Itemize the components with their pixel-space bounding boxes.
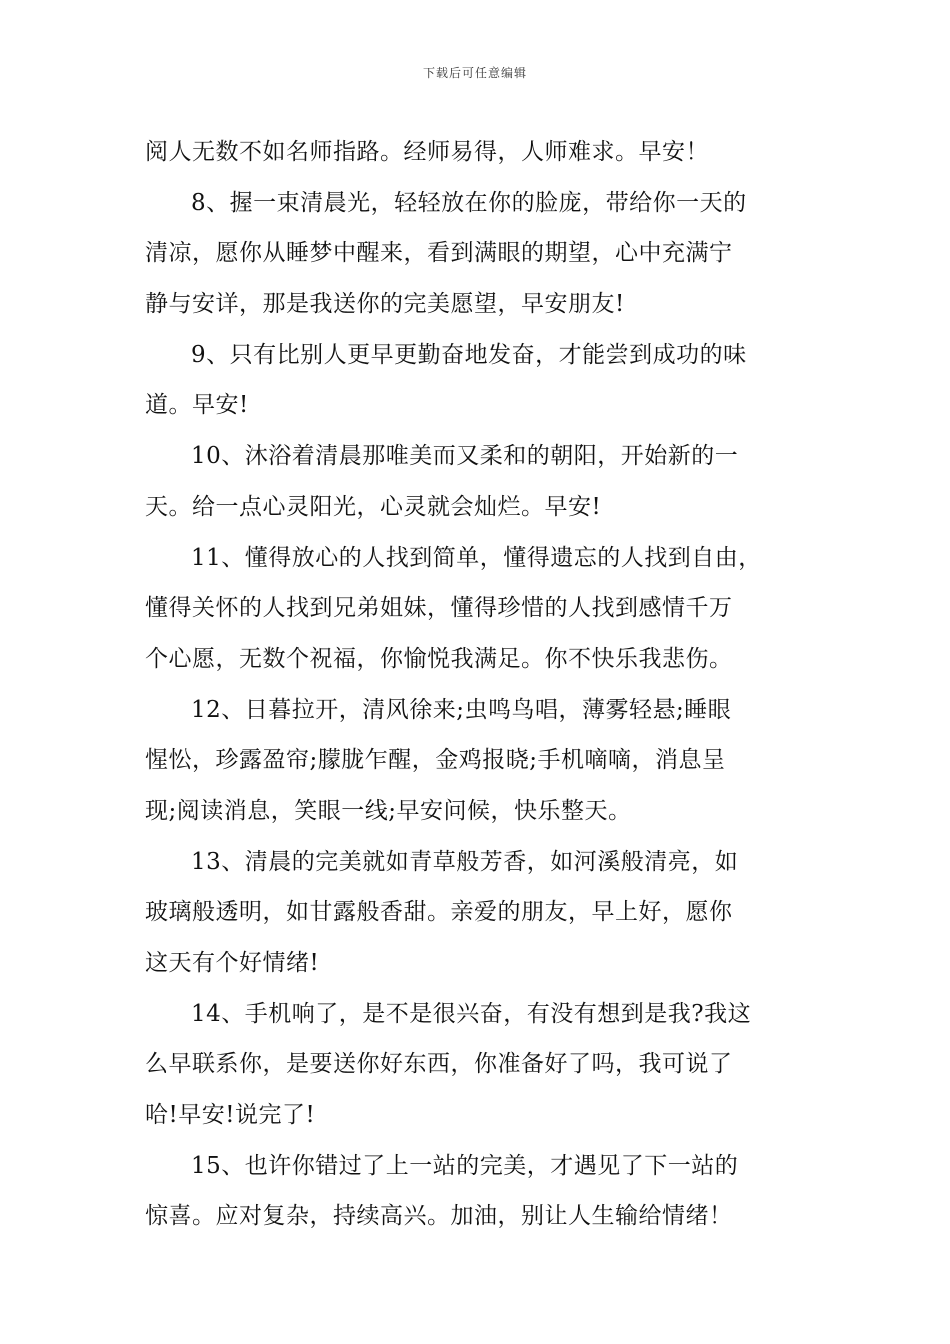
text-line: 惊喜。应对复杂，持续高兴。加油，别让人生输给情绪！ <box>145 1203 733 1230</box>
text-line: 13、清晨的完美就如青草般芳香，如河溪般清亮，如 <box>191 848 739 875</box>
text-line: 懂得关怀的人找到兄弟姐妹，懂得珍惜的人找到感情千万 <box>145 595 733 622</box>
text-line: 8、握一束清晨光，轻轻放在你的脸庞，带给你一天的 <box>191 189 747 216</box>
body-text <box>145 127 810 1242</box>
text-line: 15、也许你错过了上一站的完美，才遇见了下一站的 <box>191 1152 739 1179</box>
text-line: 10、沐浴着清晨那唯美而又柔和的朝阳，开始新的一 <box>191 443 739 470</box>
text-line: 么早联系你，是要送你好东西，你准备好了吗，我可说了 <box>145 1051 733 1078</box>
text-line: 9、只有比别人更早更勤奋地发奋，才能尝到成功的味 <box>191 341 747 368</box>
text-line: 惺忪，珍露盈帘;朦胧乍醒，金鸡报晓;手机嘀嘀，消息呈 <box>145 747 726 774</box>
text-line: 12、日暮拉开，清风徐来;虫鸣鸟唱，薄雾轻悬;睡眼 <box>191 696 732 723</box>
text-line: 玻璃般透明，如甘露般香甜。亲爱的朋友，早上好，愿你 <box>145 899 733 926</box>
text-line: 清凉，愿你从睡梦中醒来，看到满眼的期望，心中充满宁 <box>145 240 733 267</box>
text-line: 哈!早安!说完了! <box>145 1102 316 1129</box>
text-line: 个心愿，无数个祝福，你愉悦我满足。你不快乐我悲伤。 <box>145 645 733 672</box>
text-line: 现;阅读消息，笑眼一线;早安问候，快乐整天。 <box>145 797 632 824</box>
text-line: 阅人无数不如名师指路。经师易得，人师难求。早安！ <box>145 139 709 165</box>
text-line: 14、手机响了，是不是很兴奋，有没有想到是我?我这 <box>191 1000 752 1027</box>
page-header: 下载后可任意编辑 <box>422 66 527 80</box>
text-line: 道。早安! <box>145 392 249 419</box>
text-line: 静与安详，那是我送你的完美愿望，早安朋友! <box>145 291 625 318</box>
text-line: 这天有个好情绪! <box>145 950 320 976</box>
text-line: 天。给一点心灵阳光，心灵就会灿烂。早安! <box>145 493 602 520</box>
text-line: 11、懂得放心的人找到简单，懂得遗忘的人找到自由， <box>191 544 762 571</box>
